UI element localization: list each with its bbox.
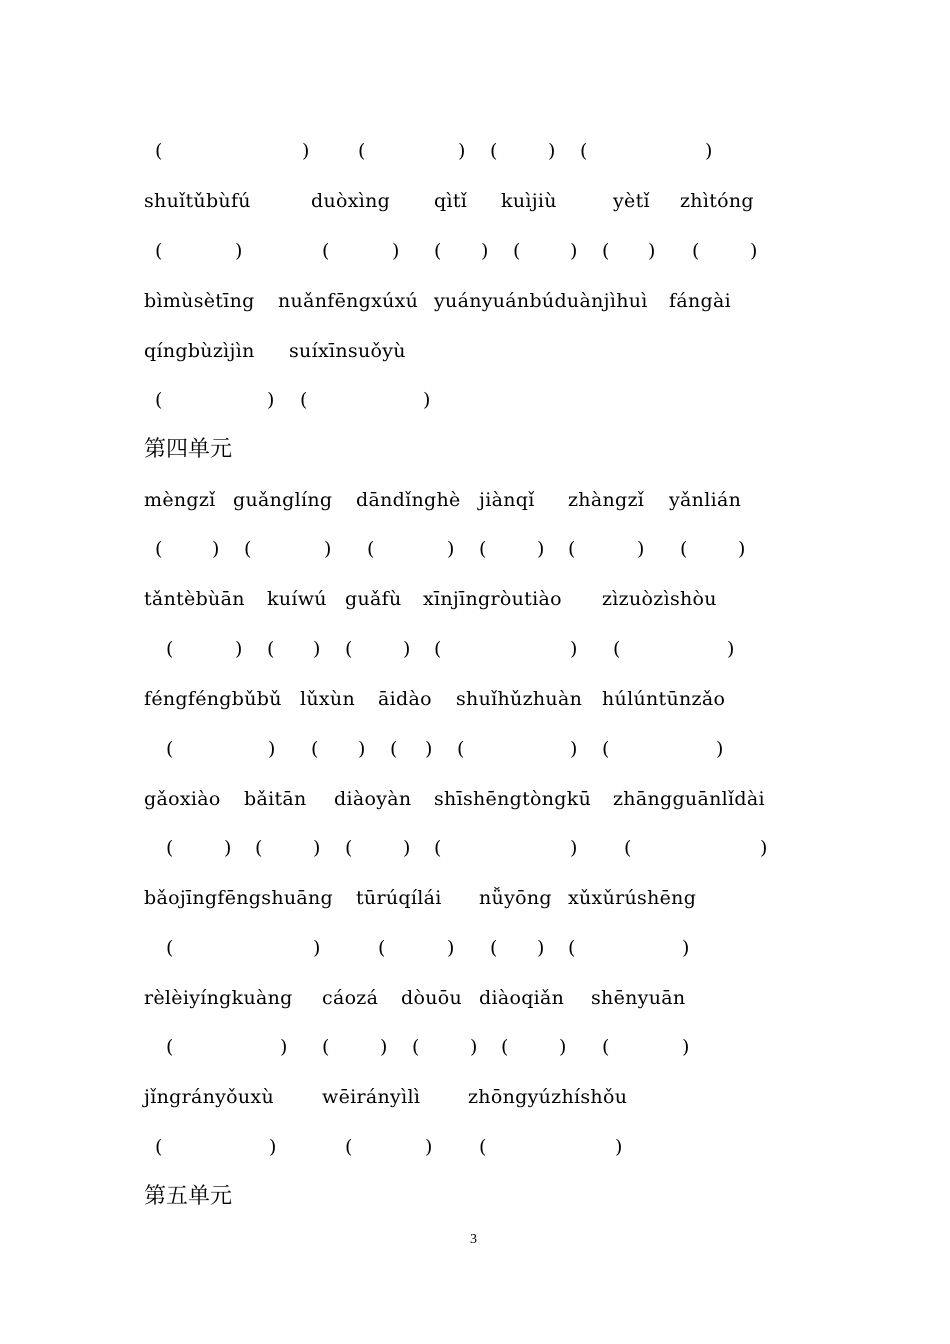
paren-close: )	[705, 140, 713, 162]
paren-open: (	[367, 538, 375, 560]
paren-close: )	[313, 937, 321, 959]
paren-close: )	[447, 538, 455, 560]
paren-open: (	[580, 140, 588, 162]
pinyin-word: féngféngbǔbǔ	[144, 688, 282, 710]
paren-open: (	[613, 638, 621, 660]
pinyin-word: zhìtóng	[680, 190, 754, 212]
paren-open: (	[434, 638, 442, 660]
paren-close: )	[559, 1036, 567, 1058]
pinyin-word: shuǐhǔzhuàn	[456, 688, 583, 710]
pinyin-word: wēirányìlì	[322, 1086, 421, 1108]
pinyin-word: guǎfù	[345, 588, 402, 610]
paren-open: (	[322, 240, 330, 262]
paren-open: (	[602, 738, 610, 760]
paren-close: )	[760, 837, 768, 859]
pinyin-word: xǔxǔrúshēng	[568, 887, 697, 909]
paren-open: (	[479, 1136, 487, 1158]
pinyin-word: shuǐtǔbùfú	[144, 190, 251, 212]
pinyin-word: jiànqǐ	[479, 489, 535, 511]
paren-close: )	[313, 638, 321, 660]
paren-close: )	[750, 240, 758, 262]
pinyin-word: dòuōu	[401, 987, 463, 1009]
pinyin-word: guǎnglíng	[233, 489, 333, 511]
pinyin-word: kuìjiù	[501, 190, 557, 212]
paren-open: (	[457, 738, 465, 760]
paren-open: (	[311, 738, 319, 760]
paren-open: (	[680, 538, 688, 560]
paren-close: )	[358, 738, 366, 760]
paren-close: )	[470, 1036, 478, 1058]
paren-open: (	[390, 738, 398, 760]
paren-close: )	[458, 140, 466, 162]
pinyin-word: nuǎnfēngxúxú	[278, 290, 419, 312]
paren-open: (	[501, 1036, 509, 1058]
paren-close: )	[235, 638, 243, 660]
paren-close: )	[648, 240, 656, 262]
paren-open: (	[155, 240, 163, 262]
paren-close: )	[267, 389, 275, 411]
paren-close: )	[302, 140, 310, 162]
paren-open: (	[155, 538, 163, 560]
pinyin-word: shīshēngtòngkū	[434, 788, 592, 810]
paren-close: )	[570, 738, 578, 760]
paren-open: (	[155, 1136, 163, 1158]
pinyin-word: dāndǐnghè	[356, 489, 461, 511]
pinyin-word: gǎoxiào	[144, 788, 221, 810]
paren-open: (	[166, 837, 174, 859]
pinyin-word: zhōngyúzhíshǒu	[468, 1086, 628, 1108]
paren-open: (	[300, 389, 308, 411]
pinyin-word: fángài	[669, 290, 731, 312]
pinyin-word: tūrúqílái	[356, 887, 442, 909]
pinyin-word: shēnyuān	[591, 987, 686, 1009]
paren-open: (	[692, 240, 700, 262]
paren-open: (	[166, 638, 174, 660]
paren-close: )	[727, 638, 735, 660]
paren-close: )	[537, 538, 545, 560]
pinyin-word: diàoqiǎn	[479, 987, 565, 1009]
pinyin-word: zìzuòzìshòu	[602, 588, 717, 610]
paren-open: (	[345, 638, 353, 660]
pinyin-word: cáozá	[322, 987, 379, 1009]
paren-close: )	[425, 1136, 433, 1158]
paren-open: (	[345, 837, 353, 859]
paren-open: (	[244, 538, 252, 560]
paren-open: (	[568, 937, 576, 959]
paren-close: )	[269, 1136, 277, 1158]
paren-close: )	[425, 738, 433, 760]
paren-close: )	[212, 538, 220, 560]
paren-close: )	[570, 240, 578, 262]
paren-open: (	[513, 240, 521, 262]
paren-close: )	[403, 638, 411, 660]
paren-open: (	[166, 937, 174, 959]
pinyin-word: jǐngrányǒuxù	[144, 1086, 274, 1108]
pinyin-word: zhàngzǐ	[568, 489, 645, 511]
paren-close: )	[392, 240, 400, 262]
pinyin-word: bìmùsètīng	[144, 290, 255, 312]
paren-open: (	[479, 538, 487, 560]
paren-open: (	[602, 1036, 610, 1058]
unit-heading: 第五单元	[144, 1184, 233, 1209]
paren-open: (	[490, 937, 498, 959]
paren-open: (	[434, 240, 442, 262]
paren-open: (	[412, 1036, 420, 1058]
pinyin-word: zhāngguānlǐdài	[613, 788, 765, 810]
pinyin-word: bǎitān	[244, 788, 307, 810]
paren-close: )	[537, 937, 545, 959]
paren-close: )	[224, 837, 232, 859]
pinyin-word: bǎojīngfēngshuāng	[144, 887, 334, 909]
paren-close: )	[403, 837, 411, 859]
pinyin-word: yǎnlián	[669, 489, 742, 511]
paren-open: (	[267, 638, 275, 660]
pinyin-word: lǔxùn	[300, 688, 356, 710]
pinyin-word: qíngbùzìjìn	[144, 340, 255, 362]
pinyin-word: yuányuánbúduànjìhuì	[434, 290, 648, 312]
paren-open: (	[255, 837, 263, 859]
pinyin-word: yètǐ	[613, 190, 650, 212]
page-number: 3	[470, 1232, 477, 1247]
paren-open: (	[155, 140, 163, 162]
paren-open: (	[166, 738, 174, 760]
unit-heading: 第四单元	[144, 437, 233, 462]
paren-close: )	[423, 389, 431, 411]
pinyin-word: tǎntèbùān	[144, 588, 245, 610]
pinyin-word: qìtǐ	[434, 190, 468, 212]
paren-close: )	[716, 738, 724, 760]
paren-close: )	[682, 1036, 690, 1058]
paren-open: (	[358, 140, 366, 162]
paren-close: )	[313, 837, 321, 859]
paren-close: )	[570, 638, 578, 660]
paren-open: (	[434, 837, 442, 859]
paren-close: )	[570, 837, 578, 859]
paren-close: )	[324, 538, 332, 560]
paren-open: (	[378, 937, 386, 959]
paren-open: (	[568, 538, 576, 560]
paren-open: (	[624, 837, 632, 859]
pinyin-word: kuíwú	[267, 588, 327, 610]
paren-close: )	[615, 1136, 623, 1158]
paren-close: )	[481, 240, 489, 262]
pinyin-word: húlúntūnzǎo	[602, 688, 726, 710]
paren-open: (	[166, 1036, 174, 1058]
paren-close: )	[447, 937, 455, 959]
pinyin-word: nǚyōng	[479, 887, 552, 909]
paren-close: )	[380, 1036, 388, 1058]
paren-close: )	[548, 140, 556, 162]
paren-open: (	[490, 140, 498, 162]
paren-close: )	[280, 1036, 288, 1058]
paren-close: )	[682, 937, 690, 959]
pinyin-word: suíxīnsuǒyù	[289, 340, 406, 362]
pinyin-word: xīnjīngròutiào	[423, 588, 562, 610]
paren-open: (	[322, 1036, 330, 1058]
pinyin-word: duòxìng	[311, 190, 391, 212]
pinyin-word: diàoyàn	[334, 788, 412, 810]
paren-close: )	[637, 538, 645, 560]
paren-close: )	[738, 538, 746, 560]
pinyin-word: āidào	[378, 688, 432, 710]
pinyin-word: mèngzǐ	[144, 489, 216, 511]
pinyin-word: rèlèiyíngkuàng	[144, 987, 293, 1009]
paren-open: (	[345, 1136, 353, 1158]
paren-open: (	[602, 240, 610, 262]
paren-close: )	[268, 738, 276, 760]
paren-open: (	[155, 389, 163, 411]
paren-close: )	[235, 240, 243, 262]
